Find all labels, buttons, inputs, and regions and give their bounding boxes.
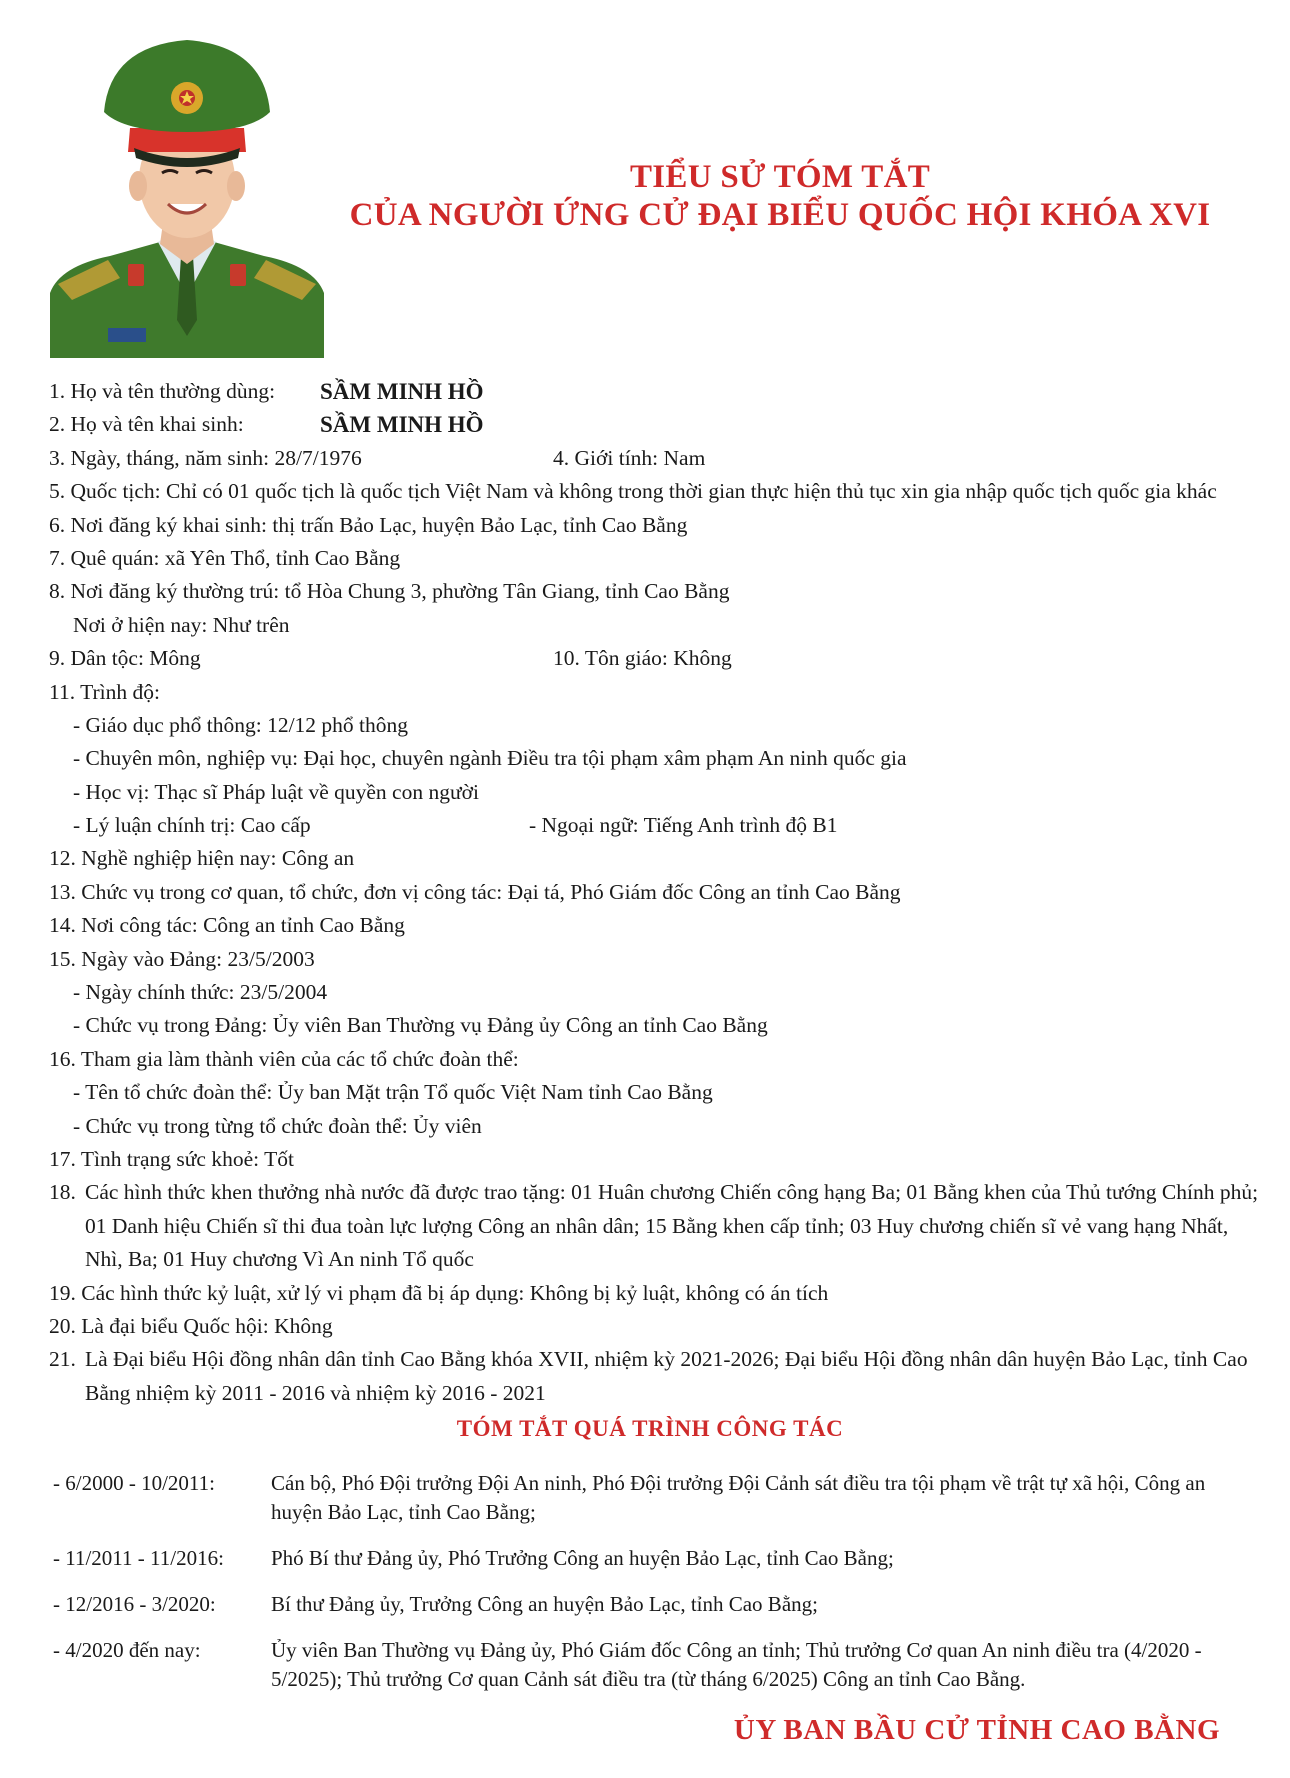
work-description: Ủy viên Ban Thường vụ Đảng ủy, Phó Giám đốc Công an tỉnh; Thủ trưởng Cơ quan An ninh điều tra (4/2020 - 5/2025); Thủ trưởng Cơ quan Cảnh sát điều tra (từ tháng 6/2025) Công an tỉnh Cao Bằng. bbox=[271, 1638, 1202, 1691]
organization-position: - Chức vụ trong từng tổ chức đoàn thể: Ủy viên bbox=[73, 1113, 482, 1138]
political-theory: - Lý luận chính trị: Cao cấp bbox=[73, 813, 311, 838]
work-period: - 12/2016 - 3/2020: bbox=[53, 1592, 216, 1616]
health-status: 17. Tình trạng sức khoẻ: Tốt bbox=[49, 1146, 294, 1171]
professional-qualification: - Chuyên môn, nghiệp vụ: Đại học, chuyên ngành Điều tra tội phạm xâm phạm An ninh quốc gia bbox=[73, 746, 907, 771]
info-row-ethnicity-religion bbox=[49, 642, 1259, 675]
work-period: - 11/2011 - 11/2016: bbox=[53, 1546, 224, 1570]
hometown: 7. Quê quán: xã Yên Thổ, tỉnh Cao Bằng bbox=[49, 545, 401, 570]
council-number: 21. bbox=[49, 1347, 76, 1372]
document-title bbox=[340, 158, 1220, 234]
date-of-birth: 3. Ngày, tháng, năm sinh: 28/7/1976 bbox=[49, 445, 362, 470]
officer-portrait-icon bbox=[50, 28, 324, 358]
workplace: 14. Nơi công tác: Công an tỉnh Cao Bằng bbox=[49, 913, 405, 938]
party-position: - Chức vụ trong Đảng: Ủy viên Ban Thường vụ Đảng ủy Công an tỉnh Cao Bằng bbox=[73, 1013, 768, 1038]
council-membership bbox=[49, 1343, 1259, 1410]
work-description: Phó Bí thư Đảng ủy, Phó Trưởng Công an huyện Bảo Lạc, tỉnh Cao Bằng; bbox=[271, 1546, 894, 1570]
current-position: 13. Chức vụ trong cơ quan, tổ chức, đơn vị công tác: Đại tá, Phó Giám đốc Công an tỉnh Cao Bằng bbox=[49, 879, 901, 904]
issuing-authority: ỦY BAN BẦU CỬ TỈNH CAO BẰNG bbox=[733, 1714, 1220, 1746]
work-summary-title: TÓM TẮT QUÁ TRÌNH CÔNG TÁC bbox=[456, 1416, 844, 1441]
work-history-item bbox=[53, 1469, 1243, 1527]
portrait-photo bbox=[50, 28, 324, 358]
work-description: Cán bộ, Phó Đội trưởng Đội An ninh, Phó Đội trưởng Đội Cảnh sát điều tra tội phạm về trật tự xã hội, Công an huyện Bảo Lạc, tỉnh Cao Bằng; bbox=[271, 1471, 1206, 1524]
gender: 4. Giới tính: Nam bbox=[553, 445, 706, 470]
birth-registration-place: 6. Nơi đăng ký khai sinh: thị trấn Bảo Lạc, huyện Bảo Lạc, tỉnh Cao Bằng bbox=[49, 512, 688, 537]
work-history-item bbox=[53, 1636, 1243, 1694]
work-history-item bbox=[53, 1544, 1243, 1573]
work-history-item bbox=[53, 1590, 1243, 1619]
nationality: 5. Quốc tịch: Chỉ có 01 quốc tịch là quốc tịch Việt Nam và không trong thời gian thực hiện thủ tục xin gia nhập quốc tịch quốc gia khác bbox=[49, 479, 1217, 504]
religion: 10. Tôn giáo: Không bbox=[553, 646, 732, 671]
info-row-common-name bbox=[49, 375, 1259, 408]
permanent-residence: 8. Nơi đăng ký thường trú: tổ Hòa Chung 3, phường Tân Giang, tỉnh Cao Bằng bbox=[49, 579, 730, 604]
work-period: - 6/2000 - 10/2011: bbox=[53, 1471, 215, 1495]
education-heading: 11. Trình độ: bbox=[49, 679, 160, 704]
current-occupation: 12. Nghề nghiệp hiện nay: Công an bbox=[49, 846, 355, 871]
work-period: - 4/2020 đến nay: bbox=[53, 1638, 201, 1662]
info-row-dob-gender bbox=[49, 442, 1259, 475]
work-history-list bbox=[53, 1469, 1243, 1711]
general-education: - Giáo dục phổ thông: 12/12 phổ thông bbox=[73, 712, 409, 737]
ethnicity: 9. Dân tộc: Mông bbox=[49, 646, 201, 671]
title-line-1: TIỂU SỬ TÓM TẮT bbox=[629, 159, 931, 195]
academic-degree: - Học vị: Thạc sĩ Pháp luật về quyền con người bbox=[73, 779, 479, 804]
party-join-date: 15. Ngày vào Đảng: 23/5/2003 bbox=[49, 946, 315, 971]
info-row-birth-name bbox=[49, 408, 1259, 441]
birth-name-value: SẦM MINH HỒ bbox=[320, 412, 484, 438]
awards-number: 18. bbox=[49, 1180, 76, 1205]
common-name-label: 1. Họ và tên thường dùng: bbox=[49, 379, 276, 403]
national-assembly-member: 20. Là đại biểu Quốc hội: Không bbox=[49, 1313, 333, 1338]
foreign-language: - Ngoại ngữ: Tiếng Anh trình độ B1 bbox=[529, 813, 838, 838]
discipline: 19. Các hình thức kỷ luật, xử lý vi phạm đã bị áp dụng: Không bị kỷ luật, không có án tích bbox=[49, 1280, 829, 1305]
info-row-politics-language bbox=[49, 809, 1259, 842]
candidate-info-list bbox=[49, 375, 1259, 1410]
awards bbox=[49, 1176, 1259, 1276]
organization-name: - Tên tổ chức đoàn thể: Ủy ban Mặt trận Tổ quốc Việt Nam tỉnh Cao Bằng bbox=[73, 1080, 713, 1105]
party-official-date: - Ngày chính thức: 23/5/2004 bbox=[73, 980, 328, 1005]
work-description: Bí thư Đảng ủy, Trưởng Công an huyện Bảo Lạc, tỉnh Cao Bằng; bbox=[271, 1592, 818, 1616]
awards-text: Các hình thức khen thưởng nhà nước đã được trao tặng: 01 Huân chương Chiến công hạng Ba; 01 Bằng khen của Thủ tướng Chính phủ; 01 Danh hiệu Chiến sĩ thi đua toàn lực lượng Công an nhân dân; 15 Bằng khen cấp tỉnh; 03 Huy chương chiến sĩ vẻ vang hạng Nhất, Nhì, Ba; 01 Huy chương Vì An ninh Tổ quốc bbox=[85, 1180, 1259, 1272]
birth-name-label: 2. Họ và tên khai sinh: bbox=[49, 412, 244, 437]
council-text: Là Đại biểu Hội đồng nhân dân tỉnh Cao Bằng khóa XVII, nhiệm kỳ 2021-2026; Đại biểu Hội đồng nhân dân huyện Bảo Lạc, tỉnh Cao Bằng nhiệm kỳ 2011 - 2016 và nhiệm kỳ 2016 - 2021 bbox=[85, 1347, 1248, 1405]
title-line-2: CỦA NGƯỜI ỨNG CỬ ĐẠI BIỂU QUỐC HỘI KHÓA XVI bbox=[349, 197, 1211, 233]
organizations-heading: 16. Tham gia làm thành viên của các tổ chức đoàn thể: bbox=[49, 1046, 519, 1071]
common-name-value: SẦM MINH HỒ bbox=[320, 379, 484, 404]
current-residence: Nơi ở hiện nay: Như trên bbox=[73, 612, 290, 637]
